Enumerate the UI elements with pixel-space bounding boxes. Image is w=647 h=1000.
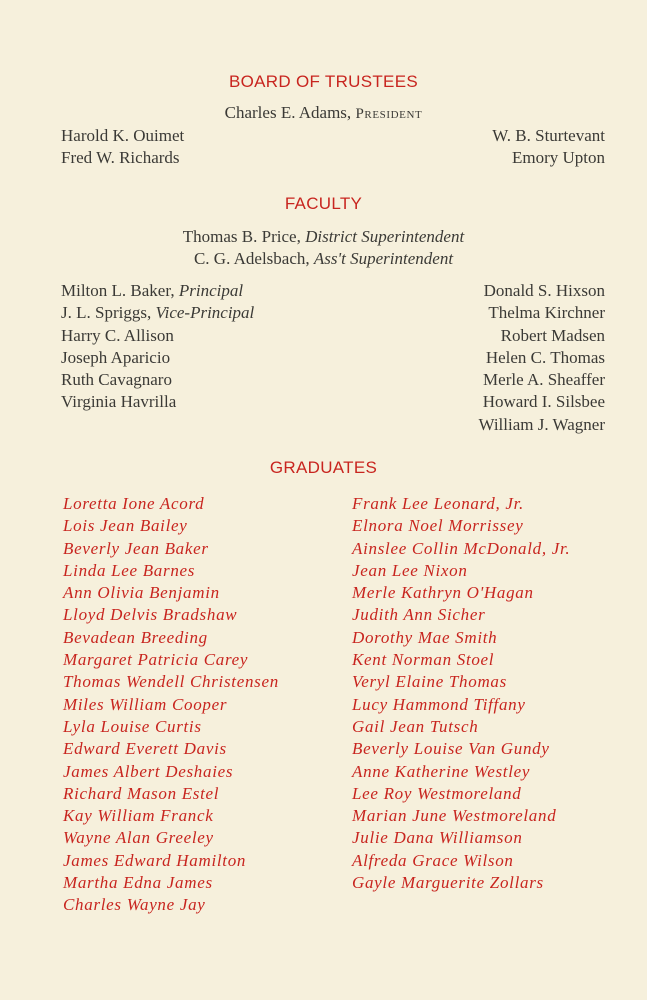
assistant-superintendent-title: Ass't Superintendent: [313, 249, 454, 268]
vice-principal-title: Vice-Principal: [155, 303, 255, 323]
graduates-left-list: [63, 493, 279, 917]
graduate-name: Lloyd Delvis Bradshaw: [63, 605, 238, 625]
superintendent-name: Thomas B. Price,: [182, 227, 301, 246]
assistant-superintendent-name: C. G. Adelsbach,: [193, 249, 310, 268]
graduate-name: Frank Lee Leonard, Jr.: [352, 494, 525, 513]
graduate-name: Gayle Marguerite Zollars: [352, 873, 544, 893]
faculty-member: Helen C. Thomas: [485, 347, 605, 367]
graduate-name: Lee Roy Westmoreland: [352, 783, 522, 803]
principal-name: Milton L. Baker,: [61, 281, 175, 300]
faculty-member: Howard I. Silsbee: [482, 392, 605, 412]
board-member: W. B. Sturtevant: [492, 126, 605, 145]
graduate-name: Beverly Jean Baker: [63, 538, 209, 558]
graduate-name: Elnora Noel Morrissey: [352, 516, 524, 536]
faculty-heading: FACULTY: [284, 194, 363, 213]
graduate-name: James Albert Deshaies: [63, 761, 234, 781]
superintendent-title: District Superintendent: [305, 227, 465, 246]
graduate-name: Judith Ann Sicher: [352, 605, 486, 625]
board-heading: BOARD OF TRUSTEES: [229, 72, 418, 91]
graduate-name: Dorothy Mae Smith: [352, 627, 498, 647]
graduate-name: Jean Lee Nixon: [352, 560, 468, 580]
graduate-name: Julie Dana Williamson: [352, 828, 523, 848]
graduate-name: Edward Everett Davis: [63, 739, 227, 759]
board-member: Emory Upton: [511, 148, 605, 168]
graduate-name: Bevadean Breeding: [63, 627, 208, 647]
board-president-name: Charles E. Adams,: [224, 103, 352, 122]
graduate-name: Lyla Louise Curtis: [63, 716, 202, 736]
graduates-right-list: [352, 493, 570, 894]
graduate-name: Loretta Ione Acord: [63, 494, 205, 513]
faculty-member: William J. Wagner: [478, 414, 605, 434]
graduate-name: James Edward Hamilton: [63, 850, 247, 870]
graduate-name: Wayne Alan Greeley: [63, 828, 214, 848]
assistant-superintendent-line: [0, 248, 647, 270]
graduate-name: Margaret Patricia Carey: [63, 650, 249, 670]
faculty-right-list: [478, 280, 605, 436]
faculty-member: Donald S. Hixson: [483, 281, 605, 300]
graduate-name: Alfreda Grace Wilson: [352, 850, 514, 870]
graduate-name: Linda Lee Barnes: [63, 560, 196, 580]
graduate-name: Kent Norman Stoel: [352, 650, 495, 670]
faculty-member: Virginia Havrilla: [61, 392, 177, 412]
graduate-name: Martha Edna James: [63, 873, 213, 893]
faculty-member: Merle A. Sheaffer: [483, 370, 605, 390]
graduate-name: Marian June Westmoreland: [352, 806, 557, 826]
board-president-title: President: [355, 106, 423, 122]
graduate-name: Merle Kathryn O'Hagan: [352, 583, 534, 603]
graduate-name: Miles William Cooper: [63, 694, 228, 714]
graduates-heading: GRADUATES: [269, 458, 378, 477]
principal-title: Principal: [178, 281, 244, 300]
graduate-name: Beverly Louise Van Gundy: [352, 739, 550, 759]
graduate-name: Lois Jean Bailey: [63, 516, 188, 536]
graduate-name: Thomas Wendell Christensen: [63, 672, 279, 692]
board-member: Fred W. Richards: [61, 148, 180, 168]
faculty-member: Ruth Cavagnaro: [61, 370, 172, 390]
faculty-member-principal: [61, 280, 254, 302]
graduate-name: Ainslee Collin McDonald, Jr.: [352, 538, 571, 558]
graduate-name: Gail Jean Tutsch: [352, 716, 479, 736]
faculty-member-vice-principal: [61, 302, 254, 324]
faculty-member: Thelma Kirchner: [488, 303, 605, 323]
graduate-name: Kay William Franck: [63, 806, 214, 826]
board-member: Harold K. Ouimet: [61, 126, 185, 145]
vice-principal-name: J. L. Spriggs,: [61, 303, 152, 323]
board-president-line: [0, 102, 647, 125]
faculty-member: Harry C. Allison: [61, 325, 174, 345]
board-right-list: [492, 125, 605, 170]
faculty-left-list: [61, 280, 254, 414]
superintendent-line: [0, 226, 647, 248]
graduate-name: Ann Olivia Benjamin: [63, 583, 220, 603]
board-left-list: [61, 125, 184, 170]
graduate-name: Anne Katherine Westley: [352, 761, 531, 781]
graduate-name: Lucy Hammond Tiffany: [352, 694, 526, 714]
graduate-name: Veryl Elaine Thomas: [352, 672, 507, 692]
graduate-name: Richard Mason Estel: [63, 783, 220, 803]
faculty-member: Robert Madsen: [500, 325, 605, 345]
faculty-member: Joseph Aparicio: [61, 347, 171, 367]
graduate-name: Charles Wayne Jay: [63, 895, 206, 915]
